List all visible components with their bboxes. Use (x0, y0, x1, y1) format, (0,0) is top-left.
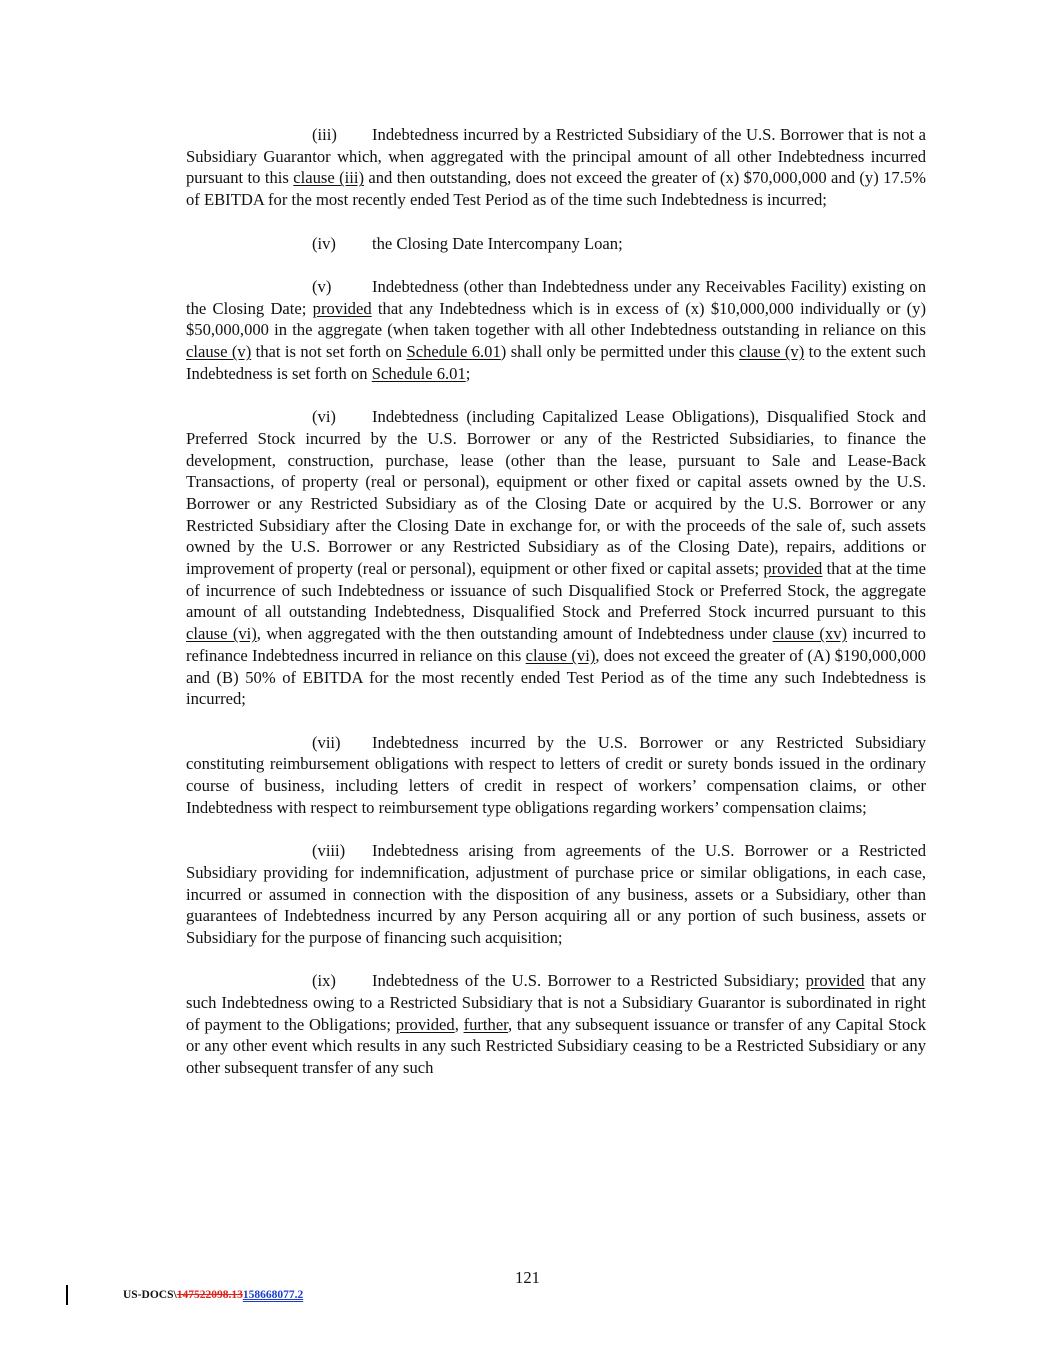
defined-term-reference: clause (v) (739, 342, 805, 361)
clause-text: , when aggregated with the then outstanding amount of Indebtedness under (256, 624, 773, 644)
clause-text: Indebtedness of the U.S. Borrower to a Restricted Subsidiary; (372, 971, 806, 991)
clause-text: Indebtedness incurred by the U.S. Borrower or any Restricted Subsidiary constituting reimbursement obligations with respect to letters of credit or surety bonds issued in the ordinary course of business, including letters of credit in respect of workers’ compensation claims, or other Indebtedness with respect to reimbursement type obligations regarding workers’ compensation claims; (186, 732, 926, 817)
document-body (186, 124, 926, 1101)
defined-term-reference: Schedule 6.01 (406, 342, 501, 361)
clause-text: Indebtedness incurred by a Restricted Subsidiary of the U.S. Borrower that is not a Subsidiary Guarantor which, when aggregated with the principal amount of all other Indebtedness incurred pursuant to this (186, 125, 926, 188)
defined-term-reference: clause (vi) (186, 624, 257, 644)
defined-term-reference: clause (iii) (293, 168, 364, 188)
defined-term-reference: clause (vi) (525, 645, 596, 665)
defined-term-reference: provided (395, 1014, 455, 1034)
clause-text: , does not exceed the greater of (A) $190,000,000 and (B) 50% of EBITDA for the most recently ended Test Period as of the time any such Indebtedness is incurred; (186, 645, 926, 709)
document-id-footer (123, 1289, 303, 1301)
clause-paragraph (186, 970, 926, 1079)
clause-text: that at the time of incurrence of such Indebtedness or issuance of such Disqualified Stock or Preferred Stock, the aggregate amount of all outstanding Indebtedness, Disqualified Stock and Preferred Stock incurred pursuant to this (186, 559, 926, 622)
clause-text: ; (465, 363, 471, 383)
clause-number: (vii) (312, 732, 341, 752)
clause-number: (vi) (312, 407, 336, 427)
change-bar (66, 1285, 68, 1305)
clause-text: Indebtedness (other than Indebtedness under any Receivables Facility) existing on the Closing Date; (186, 276, 926, 318)
defined-term-reference: clause (v) (186, 342, 252, 361)
clause-paragraph (186, 124, 926, 211)
page-number: 121 (515, 1268, 540, 1287)
defined-term-reference: provided (763, 559, 823, 579)
clause-text: , that any subsequent issuance or transfer of any Capital Stock or any other event which results in any such Restricted Subsidiary ceasing to be a Restricted Subsidiary or any other subsequent transfer of any such (186, 1014, 927, 1078)
inserted-document-id: 158668077.2 (242, 1289, 304, 1301)
clause-paragraph (186, 406, 926, 710)
clause-number: (viii) (312, 841, 346, 861)
clause-text: that any Indebtedness which is in excess of (x) $10,000,000 individually or (y) $50,000,000 in the aggregate (when taken together with all other Indebtedness outstanding in reliance on this (186, 298, 926, 340)
clause-text: ) shall only be permitted under this (500, 342, 739, 361)
clause-number: (iv) (312, 233, 336, 253)
clause-text: that is not set forth on (251, 342, 407, 361)
clause-text: , (454, 1014, 464, 1034)
clause-paragraph (186, 732, 926, 819)
clause-number: (iii) (312, 125, 337, 144)
clause-text: Indebtedness arising from agreements of the U.S. Borrower or a Restricted Subsidiary providing for indemnification, adjustment of purchase price or similar obligations, in each case, incurred or assumed in connection with the disposition of any business, assets or a Subsidiary, other than guarantees of Indebtedness incurred by any Person acquiring all or any portion of such business, assets or Subsidiary for the purpose of financing such acquisition; (186, 841, 926, 947)
clause-text: to the extent such Indebtedness is set forth on (186, 342, 926, 383)
clause-text: Indebtedness (including Capitalized Lease Obligations), Disqualified Stock and Preferred Stock incurred by the U.S. Borrower or any of the Restricted Subsidiaries, to finance the development, construction, purchase, lease (other than the lease, pursuant to Sale and Lease-Back Transactions, of property (real or personal), equipment or other fixed or capital assets owned by the U.S. Borrower or any Restricted Subsidiary as of the Closing Date or acquired by the U.S. Borrower or any Restricted Subsidiary after the Closing Date in exchange for, or with the proceeds of the sale of, such assets owned by the U.S. Borrower or any Restricted Subsidiary as of the Closing Date), repairs, additions or improvement of property (real or personal), equipment or other fixed or capital assets; (186, 407, 926, 579)
deleted-document-id: 147522098.13 (176, 1289, 243, 1301)
clause-paragraph (186, 233, 926, 255)
clause-text: incurred to refinance Indebtedness incurred in reliance on this (186, 624, 926, 665)
defined-term-reference: provided (805, 971, 865, 991)
clause-paragraph (186, 840, 926, 949)
defined-term-reference: further (463, 1014, 509, 1034)
defined-term-reference: clause (xv) (772, 624, 848, 644)
clause-number: (v) (312, 276, 332, 296)
clause-paragraph (186, 276, 926, 385)
clause-text: and then outstanding, does not exceed the greater of (x) $70,000,000 and (y) 17.5% of EBITDA for the most recently ended Test Period as of the time such Indebtedness is incurred; (186, 168, 926, 210)
clause-number: (ix) (312, 971, 336, 991)
defined-term-reference: Schedule 6.01 (371, 363, 466, 383)
footer-prefix: US-DOCS\ (123, 1289, 177, 1301)
clause-text: the Closing Date Intercompany Loan; (372, 233, 623, 253)
defined-term-reference: provided (312, 298, 372, 318)
clause-text: that any such Indebtedness owing to a Restricted Subsidiary that is not a Subsidiary Guarantor is subordinated in right of payment to the Obligations; (186, 971, 926, 1034)
